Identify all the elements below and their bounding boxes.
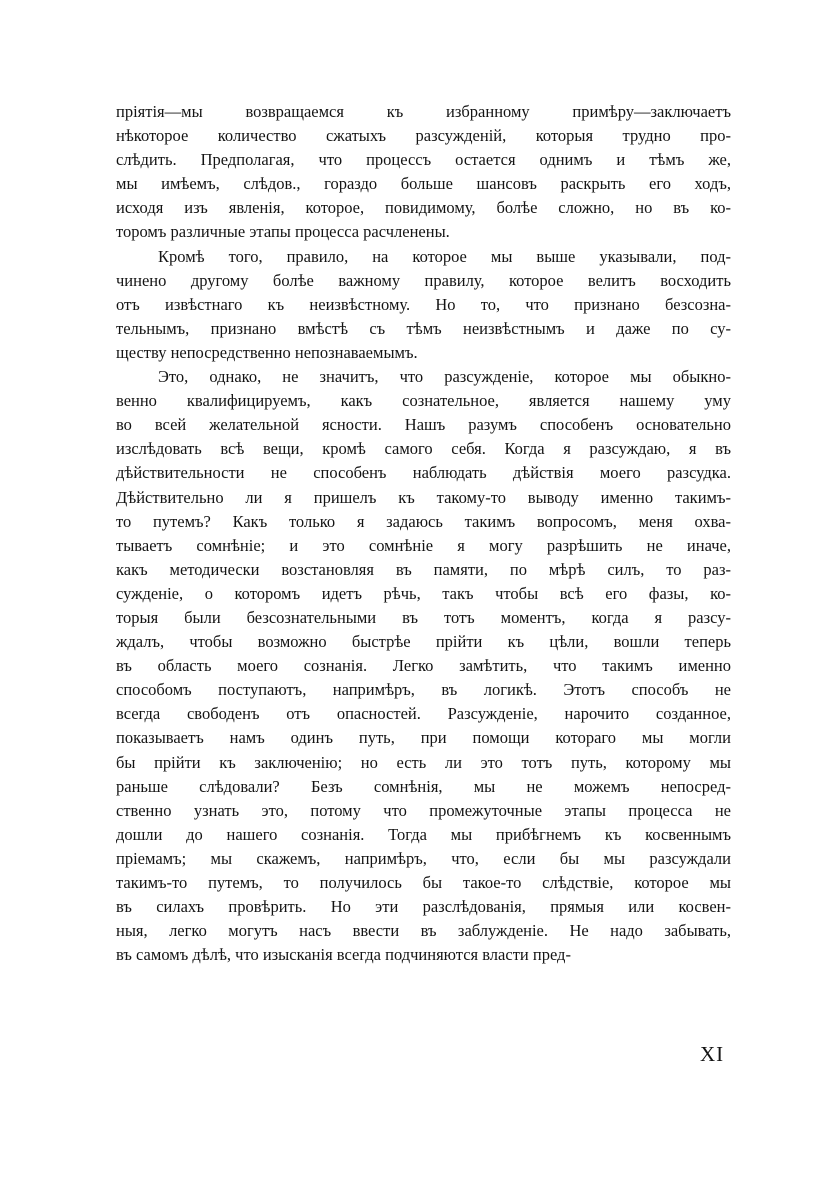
text-line: способомъ поступаютъ, напримѣръ, въ логикѣ. Этотъ способъ не	[116, 680, 731, 700]
text-line: торыя были безсознательными въ тотъ моментъ, когда я разсу-	[116, 607, 731, 627]
text-line: всегда свободенъ отъ опасностей. Разсужденіе, нарочито созданное,	[116, 704, 731, 724]
text-line: Кромѣ того, правило, на которое мы выше указывали, под-	[158, 246, 731, 266]
text-line: дѣйствительности не способенъ наблюдать дѣйствія моего разсудка.	[116, 463, 731, 483]
text-line: исходя изъ явленія, которое, повидимому, болѣе сложно, но въ ко-	[116, 198, 731, 218]
text-line: венно квалифицируемъ, какъ сознательное, является нашему уму	[116, 391, 731, 411]
text-line: Это, однако, не значитъ, что разсужденіе, которое мы обыкно-	[158, 367, 731, 387]
text-line: мы имѣемъ, слѣдов., гораздо больше шансовъ раскрыть его ходъ,	[116, 174, 731, 194]
text-line: показываетъ намъ одинъ путь, при помощи котораго мы могли	[116, 728, 731, 748]
text-line: пріятія—мы возвращаемся къ избранному примѣру—заключаетъ	[116, 102, 731, 121]
paragraph	[116, 245, 731, 365]
text-line: Дѣйствительно ли я пришелъ къ такому-то выводу именно такимъ-	[116, 487, 731, 507]
text-line: ждалъ, чтобы возможно быстрѣе прійти къ цѣли, вошли теперь	[116, 632, 731, 652]
paragraph	[116, 100, 731, 245]
text-line: изслѣдовать всѣ вещи, кромѣ самого себя. Когда я разсуждаю, я въ	[116, 439, 731, 459]
text-line: какъ методически возстановляя въ памяти, по мѣрѣ силъ, то раз-	[116, 559, 731, 579]
text-line: въ самомъ дѣлѣ, что изысканія всегда подчиняются власти пред-	[116, 945, 571, 965]
text-line: отъ извѣстнаго къ неизвѣстному. Но то, что признано безсозна-	[116, 294, 731, 314]
text-line: то путемъ? Какъ только я задаюсь такимъ вопросомъ, меня охва-	[116, 511, 731, 531]
text-line: пріемамъ; мы скажемъ, напримѣръ, что, если бы мы разсуждали	[116, 848, 731, 868]
text-line: въ силахъ провѣрить. Но эти разслѣдованія, прямыя или косвен-	[116, 897, 731, 917]
text-line: такимъ-то путемъ, то получилось бы такое-то слѣдствіе, которое мы	[116, 873, 731, 892]
text-line: тельнымъ, признано вмѣстѣ съ тѣмъ неизвѣстнымъ и даже по су-	[116, 318, 731, 338]
text-line: дошли до нашего сознанія. Тогда мы прибѣгнемъ къ косвеннымъ	[116, 824, 731, 844]
text-line: въ область моего сознанія. Легко замѣтить, что такимъ именно	[116, 656, 731, 676]
page-number: XI	[700, 1042, 725, 1066]
text-line: слѣдить. Предполагая, что процессъ остается однимъ и тѣмъ же,	[116, 150, 731, 170]
text-line: бы прійти къ заключенію; но есть ли это тотъ путь, которому мы	[116, 752, 731, 772]
text-line: чинено другому болѣе важному правилу, которое велитъ восходить	[116, 270, 731, 290]
paragraph	[116, 365, 731, 967]
text-line: ственно узнать это, потому что промежуточные этапы процесса не	[116, 800, 731, 820]
text-line: торомъ различные этапы процесса расчленены.	[116, 222, 450, 242]
text-line: тываетъ сомнѣніе; и это сомнѣніе я могу разрѣшить не иначе,	[116, 535, 731, 555]
text-line: ществу непосредственно непознаваемымъ.	[116, 342, 418, 362]
text-line: во всей желательной ясности. Нашъ разумъ способенъ основательно	[116, 415, 731, 435]
body-text	[116, 100, 731, 967]
text-line: раньше слѣдовали? Безъ сомнѣнія, мы не можемъ непосред-	[116, 776, 731, 796]
text-line: сужденіе, о которомъ идетъ рѣчь, такъ чтобы всѣ его фазы, ко-	[116, 583, 731, 603]
text-line: ныя, легко могутъ насъ ввести въ заблужденіе. Не надо забывать,	[116, 921, 731, 941]
text-line: нѣкоторое количество сжатыхъ разсужденій, которыя трудно про-	[116, 126, 731, 146]
